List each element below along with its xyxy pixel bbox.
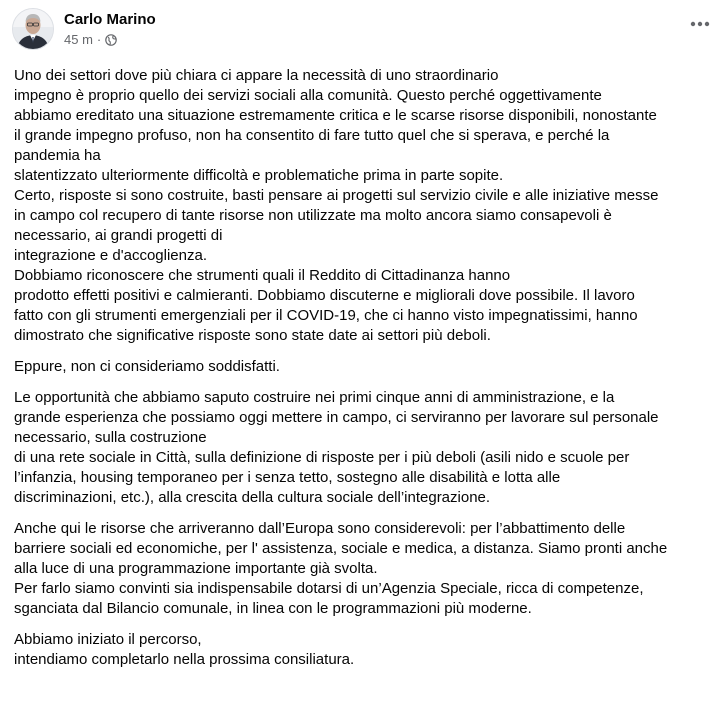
- post-meta: [64, 31, 156, 49]
- post-text-line: in campo col recupero di tante risorse non utilizzate ma molto ancora siamo consapevoli è: [14, 207, 612, 224]
- post-text-line: Uno dei settori dove più chiara ci appare la necessità di uno straordinario: [14, 67, 499, 84]
- globe-icon[interactable]: [105, 34, 117, 46]
- post-text-line: abbiamo ereditato una situazione estremamente critica e le scarse risorse disponibili, nonostante: [14, 107, 657, 124]
- post-text-line: intendiamo completarlo nella prossima consiliatura.: [14, 651, 355, 668]
- author-name[interactable]: Carlo Marino: [64, 11, 156, 28]
- post-text-line: necessario, sulla costruzione: [14, 429, 207, 446]
- post-text-line: Le opportunità che abbiamo saputo costruire nei primi cinque anni di amministrazione, e la: [14, 389, 615, 406]
- profile-photo: [13, 9, 53, 49]
- post-header: [12, 8, 712, 60]
- post-text-line: prodotto effetti positivi e calmieranti. Dobbiamo discuterne e migliorali dove possibile. Il lavoro: [14, 287, 635, 304]
- post-text-line: pandemia ha: [14, 147, 101, 164]
- post-timestamp[interactable]: 45 m: [64, 32, 93, 47]
- post-text-line: grande esperienza che possiamo oggi mettere in campo, ci serviranno per lavorare sul personale: [14, 409, 659, 426]
- post-text: [12, 66, 712, 670]
- post-text-line: Eppure, non ci consideriamo soddisfatti.: [14, 358, 280, 375]
- post-text-line: discriminazioni, etc.), alla crescita della cultura sociale dell’integrazione.: [14, 489, 491, 506]
- post-text-line: alla luce di una programmazione importante già svolta.: [14, 560, 378, 577]
- post-text-line: Anche qui le risorse che arriveranno dall’Europa sono considerevoli: per l’abbattimento delle: [14, 520, 626, 537]
- author-avatar[interactable]: [12, 8, 54, 50]
- post-text-line: integrazione e d'accoglienza.: [14, 247, 207, 264]
- post-text-line: di una rete sociale in Città, sulla definizione di risposte per i più deboli (asili nido e scuole per: [14, 449, 630, 466]
- post-text-line: slatentizzato ulteriormente difficoltà e problematiche prima in parte sopite.: [14, 167, 504, 184]
- post-text-line: il grande impegno profuso, non ha consentito di fare tutto quel che si sperava, e perché la: [14, 127, 610, 144]
- post-paragraph: [14, 630, 712, 670]
- post-text-line: fatto con gli strumenti emergenziali per il COVID-19, che ci hanno visto impegnatissimi, hanno: [14, 307, 638, 324]
- more-options-button[interactable]: [686, 12, 714, 36]
- post-text-line: Per farlo siamo convinti sia indispensabile dotarsi di un’Agenzia Speciale, ricca di competenze,: [14, 580, 644, 597]
- post-paragraph: [14, 357, 712, 377]
- post-text-line: Abbiamo iniziato il percorso,: [14, 631, 202, 648]
- post-text-line: Dobbiamo riconoscere che strumenti quali il Reddito di Cittadinanza hanno: [14, 267, 511, 284]
- post-text-line: Certo, risposte si sono costruite, basti pensare ai progetti sul servizio civile e alle iniziative messe: [14, 187, 659, 204]
- more-horizontal-icon: [690, 21, 710, 27]
- post-paragraph: [14, 66, 712, 346]
- post-text-line: dimostrato che significative risposte sono state date ai settori più deboli.: [14, 327, 491, 344]
- post-text-line: barriere sociali ed economiche, per l' assistenza, sociale e medica, a distanza. Siamo pronti anche: [14, 540, 668, 557]
- post-text-line: sganciata dal Bilancio comunale, in linea con le programmazioni più moderne.: [14, 600, 532, 617]
- post-text-line: l’infanzia, housing temporaneo per i senza tetto, sostegno alle disabilità e lotta alle: [14, 469, 561, 486]
- post-paragraph: [14, 388, 712, 508]
- post-paragraph: [14, 519, 712, 619]
- meta-separator: ·: [96, 32, 102, 47]
- post-text-line: necessario, ai grandi progetti di: [14, 227, 223, 244]
- post-text-line: impegno è proprio quello dei servizi sociali alla comunità. Questo perché oggettivamente: [14, 87, 602, 104]
